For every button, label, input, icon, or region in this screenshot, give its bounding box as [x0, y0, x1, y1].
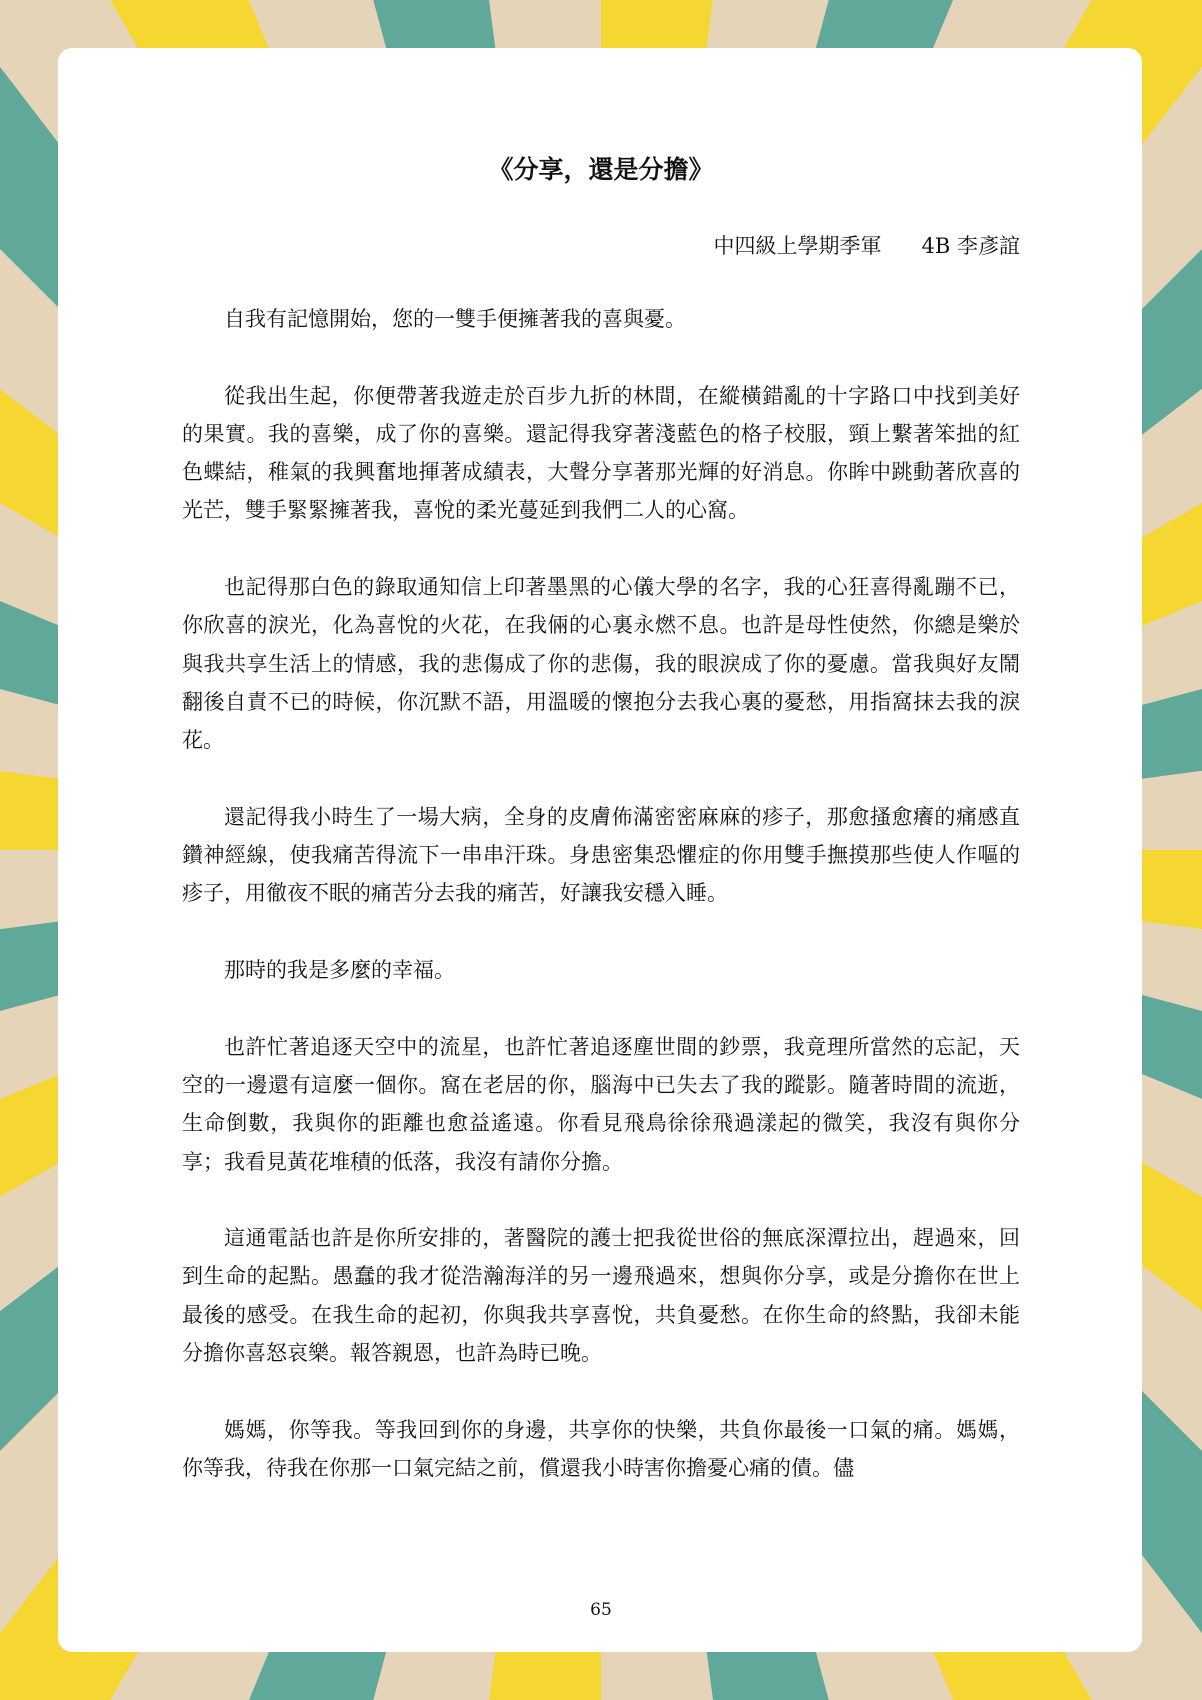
page-number: 65 — [590, 1600, 612, 1620]
essay-paragraph: 從我出生起，你便帶著我遊走於百步九折的林間，在縱橫錯亂的十字路口中找到美好的果實。我的喜樂，成了你的喜樂。還記得我穿著淺藍色的格子校服，頸上繫著笨拙的紅色蝶結，稚氣的我興奮地揮著成績表，大聲分享著那光輝的好消息。你眸中跳動著欣喜的光芒，雙手緊緊擁著我，喜悅的柔光蔓延到我們二人的心窩。 — [182, 383, 1020, 523]
essay-paragraph: 這通電話也許是你所安排的，著醫院的護士把我從世俗的無底深潭拉出，趕過來，回到生命的起點。愚蠢的我才從浩瀚海洋的另一邊飛過來，想與你分享，或是分擔你在世上最後的感受。在我生命的起初，你與我共享喜悅，共負憂愁。在你生命的終點，我卻未能分擔你喜怒哀樂。報答親恩，也許為時已晚。 — [182, 1226, 1020, 1366]
essay-paragraph: 也記得那白色的錄取通知信上印著墨黑的心儀大學的名字，我的心狂喜得亂蹦不已，你欣喜的淚光，化為喜悅的火花，在我倆的心裏永燃不息。也許是母性使然，你總是樂於與我共享生活上的情感，我的悲傷成了你的悲傷，我的眼淚成了你的憂慮。當我與好友鬧翻後自責不已的時候，你沉默不語，用溫暖的懷抱分去我心裏的憂愁，用指窩抹去我的淚花。 — [182, 575, 1020, 753]
essay-body — [182, 300, 1020, 1526]
essay-paragraph: 那時的我是多麼的幸福。 — [224, 958, 455, 983]
essay-paragraph: 自我有記憶開始，您的一雙手便擁著我的喜與憂。 — [224, 307, 686, 331]
essay-paragraph: 媽媽，你等我。等我回到你的身邊，共享你的快樂，共負你最後一口氣的痛。媽媽，你等我，待我在你那一口氣完結之前，償還我小時害你擔憂心痛的債。儘 — [182, 1417, 1020, 1480]
essay-title: 《分享，還是分擔》 — [488, 155, 714, 184]
essay-paragraph: 還記得我小時生了一場大病，全身的皮膚佈滿密密麻麻的疹子，那愈搔愈癢的痛感直鑽神經線，使我痛苦得流下一串串汗珠。身患密集恐懼症的你用雙手撫摸那些使人作嘔的疹子，用徹夜不眠的痛苦分去我的痛苦，好讓我安穩入睡。 — [182, 804, 1020, 906]
author-byline: 中四級上學期季軍 4B 李彥誼 — [713, 234, 1020, 258]
essay-paragraph: 也許忙著追逐天空中的流星，也許忙著追逐塵世間的鈔票，我竟理所當然的忘記，天空的一邊還有這麼一個你。窩在老居的你，腦海中已失去了我的蹤影。隨著時間的流逝，生命倒數，我與你的距離也愈益遙遠。你看見飛鳥徐徐飛過漾起的微笑，我沒有與你分享；我看見黃花堆積的低落，我沒有請你分擔。 — [182, 1034, 1020, 1174]
